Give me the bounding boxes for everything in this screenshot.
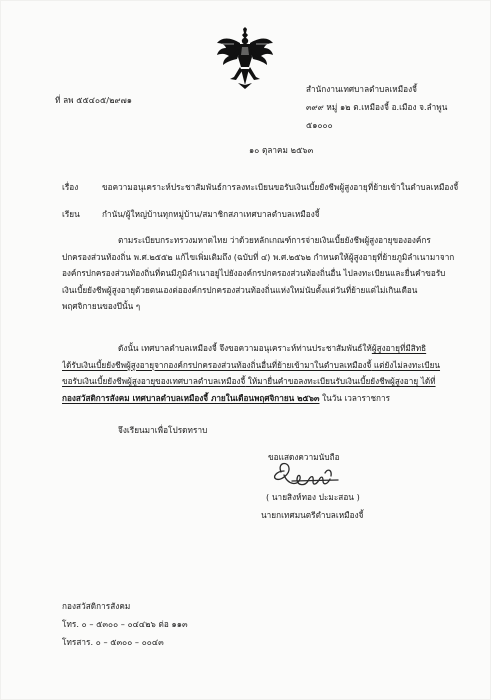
paragraph-2-line-4b: ในวัน เวลาราชการ — [319, 392, 391, 403]
paragraph-1-line-5: พฤศจิกายนของปีนั้น ๆ — [62, 301, 141, 312]
paragraph-2-line-1a: ดังนั้น เทศบาลตำบลเหมืองจี้ จึงขอความอนุเคราะห์ท่านประชาสัมพันธ์ให้ — [118, 343, 372, 353]
paragraph-1-line-1: ตามระเบียบกระทรวงมหาดไทย ว่าด้วยหลักเกณฑ์การจ่ายเงินเบี้ยยังชีพผู้สูงอายุขององค์กร — [118, 235, 431, 245]
subject-label: เรื่อง — [62, 182, 79, 192]
body-paragraph-1 — [62, 232, 470, 315]
letter-date: ๑๐ ตุลาคม ๒๕๖๓ — [249, 145, 314, 155]
signatory-position: นายกเทศมนตรีตำบลเหมืองจี้ — [261, 510, 364, 520]
subject-text: ขอความอนุเคราะห์ประชาสัมพันธ์การลงทะเบียนขอรับเงินเบี้ยยังชีพผู้สูงอายุที่ย้ายเข้าในตำบลเหมืองจี้ — [102, 182, 459, 192]
office-address: ๓๙๙ หมู่ ๑๒ ต.เหมืองจี้ อ.เมือง จ.ลำพูน — [306, 102, 448, 112]
footer-fax: โทรสาร. ๐ – ๕๓๐๐ – ๐๐๔๓ — [62, 637, 164, 647]
paragraph-2-line-1b: ผู้สูงอายุที่มีสิทธิ — [371, 343, 427, 353]
paragraph-2-line-4a: กองสวัสดิการสังคม เทศบาลตำบลเหมืองจี้ ภายในเดือนพฤศจิกายน ๒๕๖๓ — [62, 392, 320, 403]
recipient-text: กำนัน/ผู้ใหญ่บ้านทุกหมู่บ้าน/สมาชิกสภาเทศบาลตำบลเหมืองจี้ — [102, 209, 320, 219]
paragraph-2-line-2a: ได้รับเงินเบี้ยยังชีพผู้สูงอายุจากองค์กรปกครองส่วนท้องถิ่นอื่นที่ย้ายเข้ามาในตำบลเหมืองจี้ — [62, 359, 372, 370]
reference-number: ที่ ลพ ๕๕๔๐๕/๒๙๗๑ — [55, 95, 133, 105]
paragraph-1-line-2: ปกครองส่วนท้องถิ่น พ.ศ.๒๕๕๒ แก้ไขเพิ่มเติมถึง (ฉบับที่ ๔) พ.ศ.๒๕๖๒ กำหนดให้ผู้สูงอายุที่ย้ายภูมิลำเนามาจาก — [62, 251, 455, 262]
footer-department: กองสวัสดิการสังคม — [62, 601, 131, 611]
garuda-emblem-icon — [216, 27, 274, 89]
paragraph-2-line-3b: ให้มายื่นคำขอลงทะเบียนรับเงินเบี้ยยังชีพผู้สูงอายุ ได้ที่ — [245, 376, 436, 387]
paragraph-2-line-3a: ขอรับเงินเบี้ยยังชีพผู้สูงอายุของเทศบาลตำบลเหมืองจี้ — [62, 376, 246, 387]
closing-request: จึงเรียนมาเพื่อโปรดทราบ — [118, 425, 208, 435]
office-postcode: ๕๑๐๐๐ — [306, 120, 333, 130]
office-name: สำนักงานเทศบาลตำบลเหมืองจี้ — [306, 84, 418, 94]
recipient-label: เรียน — [62, 209, 80, 219]
signatory-name: ( นายสิงห์ทอง ปะมะสอน ) — [266, 492, 360, 502]
handwritten-signature — [268, 459, 348, 491]
footer-phone: โทร. ๐ – ๕๓๐๐ – ๐๔๔๒๖ ต่อ ๑๑๓ — [62, 619, 188, 629]
signature-closing: ขอแสดงความนับถือ — [268, 452, 340, 462]
paragraph-1-line-4: เงินเบี้ยยังชีพผู้สูงอายุด้วยตนเองต่อองค์กรปกครองส่วนท้องถิ่นแห่งใหม่นับตั้งแต่วันที่ย้ายแต่ไม่เกินเดือน — [62, 284, 418, 295]
paragraph-2-line-2b: แต่ยังไม่ลงทะเบียน — [371, 359, 441, 370]
body-paragraph-2 — [62, 340, 470, 406]
paragraph-1-line-3: องค์กรปกครองส่วนท้องถิ่นที่ตนมีภูมิลำเนาอยู่ไปยังองค์กรปกครองส่วนท้องถิ่นอื่น ไปลงทะเบียนและยื่นคำขอรับ — [62, 268, 446, 279]
